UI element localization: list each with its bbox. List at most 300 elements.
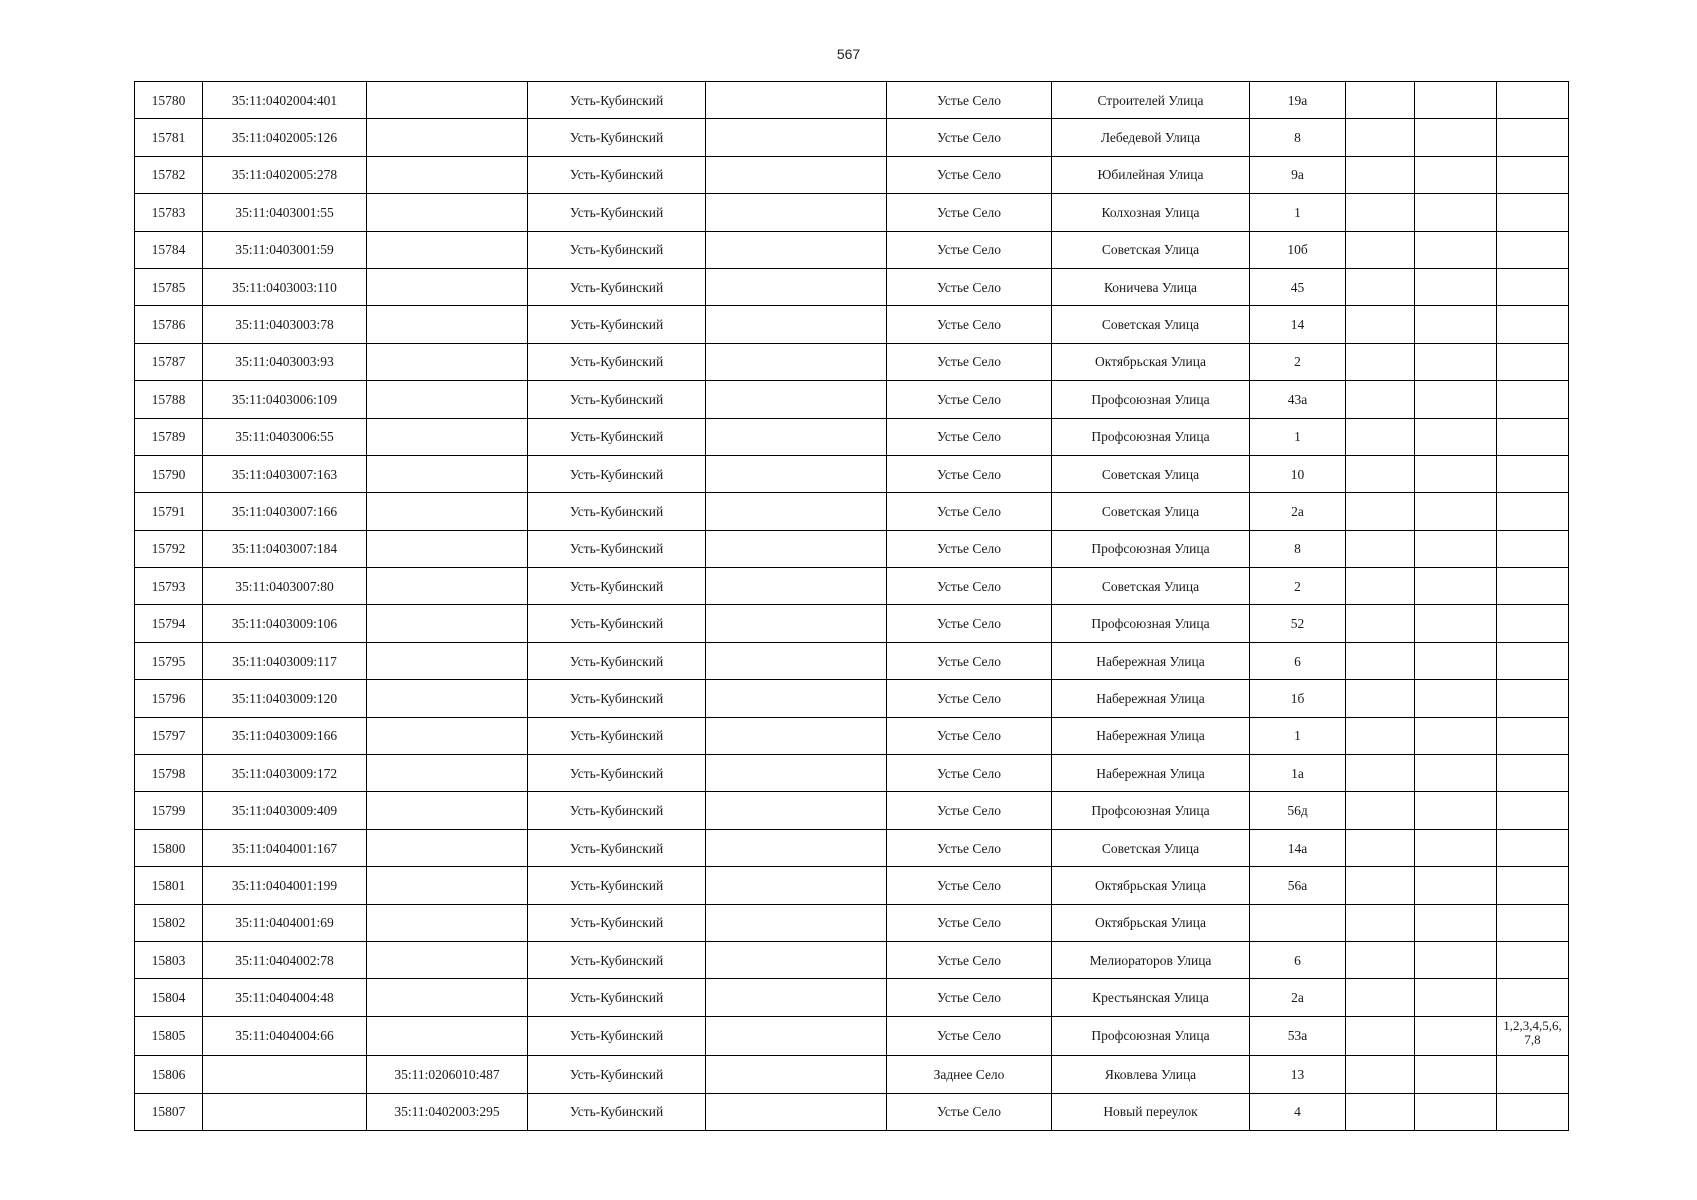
settlement-name-cell: Устье Село [887,642,1052,679]
cadastral-number-alt-cell [367,530,528,567]
cadastral-number-cell: 35:11:0403006:55 [203,418,367,455]
house-number-cell: 8 [1250,530,1346,567]
street-name-cell: Лебедевой Улица [1052,119,1250,156]
apartment-numbers-cell: 1,2,3,4,5,6,7,8 [1497,1016,1569,1055]
empty-cell-cell [706,530,887,567]
table-row [135,418,1569,455]
record-number-cell: 15796 [135,680,203,717]
record-number-cell: 15797 [135,717,203,754]
cadastral-number-alt-cell [367,792,528,829]
empty-cell-cell [1415,605,1497,642]
street-name-cell: Профсоюзная Улица [1052,381,1250,418]
district-name-cell: Усть-Кубинский [528,1056,706,1093]
table-row [135,82,1569,119]
record-number-cell: 15804 [135,979,203,1016]
cadastral-number-cell: 35:11:0403009:120 [203,680,367,717]
house-number-cell [1250,904,1346,941]
table-row [135,194,1569,231]
house-number-cell: 52 [1250,605,1346,642]
settlement-name-cell: Устье Село [887,418,1052,455]
district-name-cell: Усть-Кубинский [528,119,706,156]
record-number-cell: 15789 [135,418,203,455]
street-name-cell: Профсоюзная Улица [1052,792,1250,829]
settlement-name-cell: Устье Село [887,493,1052,530]
settlement-name-cell: Устье Село [887,904,1052,941]
house-number-cell: 9а [1250,156,1346,193]
settlement-name-cell: Устье Село [887,568,1052,605]
cadastral-number-alt-cell: 35:11:0402003:295 [367,1093,528,1130]
house-number-cell: 2а [1250,979,1346,1016]
street-name-cell: Набережная Улица [1052,680,1250,717]
house-number-cell: 6 [1250,642,1346,679]
house-number-cell: 1а [1250,755,1346,792]
empty-cell-cell [706,680,887,717]
empty-cell-cell [1346,530,1415,567]
apartment-numbers-cell [1497,1056,1569,1093]
cadastral-number-cell: 35:11:0403007:166 [203,493,367,530]
cadastral-number-alt-cell [367,605,528,642]
street-name-cell: Профсоюзная Улица [1052,418,1250,455]
cadastral-number-alt-cell [367,194,528,231]
empty-cell-cell [1346,680,1415,717]
cadastral-number-cell: 35:11:0403007:163 [203,455,367,492]
record-number-cell: 15782 [135,156,203,193]
settlement-name-cell: Устье Село [887,605,1052,642]
settlement-name-cell: Устье Село [887,1093,1052,1130]
settlement-name-cell: Устье Село [887,717,1052,754]
apartment-numbers-cell [1497,119,1569,156]
street-name-cell: Набережная Улица [1052,642,1250,679]
record-number-cell: 15786 [135,306,203,343]
apartment-numbers-cell [1497,792,1569,829]
empty-cell-cell [706,455,887,492]
empty-cell-cell [1346,306,1415,343]
table-row [135,306,1569,343]
empty-cell-cell [1346,119,1415,156]
street-name-cell: Советская Улица [1052,829,1250,866]
cadastral-number-alt-cell [367,680,528,717]
table-row [135,605,1569,642]
empty-cell-cell [706,941,887,978]
street-name-cell: Профсоюзная Улица [1052,1016,1250,1055]
empty-cell-cell [706,268,887,305]
cadastral-number-cell: 35:11:0403003:110 [203,268,367,305]
district-name-cell: Усть-Кубинский [528,493,706,530]
empty-cell-cell [706,82,887,119]
cadastral-number-cell: 35:11:0403007:80 [203,568,367,605]
district-name-cell: Усть-Кубинский [528,381,706,418]
empty-cell-cell [1415,792,1497,829]
house-number-cell: 10б [1250,231,1346,268]
cadastral-number-alt-cell [367,156,528,193]
district-name-cell: Усть-Кубинский [528,418,706,455]
record-number-cell: 15794 [135,605,203,642]
apartment-numbers-cell [1497,941,1569,978]
empty-cell-cell [1346,381,1415,418]
apartment-numbers-cell [1497,904,1569,941]
empty-cell-cell [1415,904,1497,941]
cadastral-number-cell: 35:11:0403009:172 [203,755,367,792]
street-name-cell: Октябрьская Улица [1052,343,1250,380]
house-number-cell: 6 [1250,941,1346,978]
street-name-cell: Октябрьская Улица [1052,867,1250,904]
settlement-name-cell: Устье Село [887,268,1052,305]
empty-cell-cell [1346,829,1415,866]
street-name-cell: Юбилейная Улица [1052,156,1250,193]
empty-cell-cell [1346,268,1415,305]
record-number-cell: 15790 [135,455,203,492]
empty-cell-cell [1346,717,1415,754]
district-name-cell: Усть-Кубинский [528,904,706,941]
cadastral-number-alt-cell [367,979,528,1016]
house-number-cell: 2 [1250,343,1346,380]
empty-cell-cell [1346,455,1415,492]
cadastral-number-cell [203,1093,367,1130]
cadastral-number-alt-cell [367,642,528,679]
table-row [135,680,1569,717]
empty-cell-cell [706,829,887,866]
house-number-cell: 14 [1250,306,1346,343]
table-row [135,755,1569,792]
cadastral-number-cell: 35:11:0403007:184 [203,530,367,567]
apartment-numbers-cell [1497,418,1569,455]
empty-cell-cell [1346,568,1415,605]
empty-cell-cell [1415,829,1497,866]
cadastral-number-cell: 35:11:0403009:166 [203,717,367,754]
apartment-numbers-cell [1497,82,1569,119]
cadastral-number-cell: 35:11:0404001:69 [203,904,367,941]
district-name-cell: Усть-Кубинский [528,605,706,642]
settlement-name-cell: Устье Село [887,979,1052,1016]
apartment-numbers-cell [1497,680,1569,717]
record-number-cell: 15787 [135,343,203,380]
record-number-cell: 15798 [135,755,203,792]
cadastral-number-cell: 35:11:0404004:48 [203,979,367,1016]
cadastral-number-cell: 35:11:0403001:55 [203,194,367,231]
empty-cell-cell [1415,156,1497,193]
record-number-cell: 15800 [135,829,203,866]
apartment-numbers-cell [1497,755,1569,792]
district-name-cell: Усть-Кубинский [528,717,706,754]
street-name-cell: Крестьянская Улица [1052,979,1250,1016]
district-name-cell: Усть-Кубинский [528,568,706,605]
empty-cell-cell [706,156,887,193]
cadastral-number-alt-cell [367,306,528,343]
cadastral-number-alt-cell [367,717,528,754]
registry-table [134,81,1569,1131]
cadastral-number-cell: 35:11:0403003:78 [203,306,367,343]
table-row [135,568,1569,605]
empty-cell-cell [1415,194,1497,231]
cadastral-number-alt-cell [367,1016,528,1055]
district-name-cell: Усть-Кубинский [528,343,706,380]
street-name-cell: Советская Улица [1052,568,1250,605]
apartment-numbers-cell [1497,568,1569,605]
empty-cell-cell [706,979,887,1016]
house-number-cell: 56а [1250,867,1346,904]
settlement-name-cell: Устье Село [887,680,1052,717]
empty-cell-cell [1346,792,1415,829]
table-row [135,979,1569,1016]
record-number-cell: 15803 [135,941,203,978]
empty-cell-cell [1415,1056,1497,1093]
empty-cell-cell [1415,82,1497,119]
empty-cell-cell [706,568,887,605]
cadastral-number-alt-cell [367,941,528,978]
record-number-cell: 15781 [135,119,203,156]
table-row [135,1093,1569,1130]
apartment-numbers-cell [1497,642,1569,679]
settlement-name-cell: Устье Село [887,530,1052,567]
empty-cell-cell [1415,755,1497,792]
street-name-cell: Октябрьская Улица [1052,904,1250,941]
empty-cell-cell [1415,717,1497,754]
record-number-cell: 15792 [135,530,203,567]
empty-cell-cell [1415,867,1497,904]
apartment-numbers-cell [1497,530,1569,567]
settlement-name-cell: Устье Село [887,119,1052,156]
district-name-cell: Усть-Кубинский [528,1016,706,1055]
street-name-cell: Набережная Улица [1052,755,1250,792]
cadastral-number-cell: 35:11:0402005:278 [203,156,367,193]
empty-cell-cell [1415,343,1497,380]
settlement-name-cell: Устье Село [887,231,1052,268]
empty-cell-cell [1415,979,1497,1016]
street-name-cell: Советская Улица [1052,231,1250,268]
street-name-cell: Коничева Улица [1052,268,1250,305]
cadastral-number-alt-cell [367,568,528,605]
cadastral-number-alt-cell [367,119,528,156]
registry-body [135,82,1569,1131]
house-number-cell: 1 [1250,418,1346,455]
empty-cell-cell [706,231,887,268]
district-name-cell: Усть-Кубинский [528,194,706,231]
apartment-numbers-cell [1497,1093,1569,1130]
cadastral-number-cell: 35:11:0403009:117 [203,642,367,679]
apartment-numbers-cell [1497,381,1569,418]
empty-cell-cell [1415,231,1497,268]
street-name-cell: Набережная Улица [1052,717,1250,754]
house-number-cell: 1 [1250,717,1346,754]
record-number-cell: 15802 [135,904,203,941]
record-number-cell: 15783 [135,194,203,231]
apartment-numbers-cell [1497,717,1569,754]
empty-cell-cell [706,306,887,343]
empty-cell-cell [1415,642,1497,679]
empty-cell-cell [1415,381,1497,418]
settlement-name-cell: Заднее Село [887,1056,1052,1093]
house-number-cell: 53а [1250,1016,1346,1055]
district-name-cell: Усть-Кубинский [528,268,706,305]
district-name-cell: Усть-Кубинский [528,829,706,866]
house-number-cell: 1 [1250,194,1346,231]
apartment-numbers-cell [1497,343,1569,380]
house-number-cell: 4 [1250,1093,1346,1130]
table-row [135,119,1569,156]
settlement-name-cell: Устье Село [887,867,1052,904]
record-number-cell: 15807 [135,1093,203,1130]
settlement-name-cell: Устье Село [887,755,1052,792]
district-name-cell: Усть-Кубинский [528,792,706,829]
house-number-cell: 13 [1250,1056,1346,1093]
house-number-cell: 8 [1250,119,1346,156]
record-number-cell: 15791 [135,493,203,530]
empty-cell-cell [1346,1093,1415,1130]
settlement-name-cell: Устье Село [887,381,1052,418]
district-name-cell: Усть-Кубинский [528,979,706,1016]
table-row [135,1056,1569,1093]
cadastral-number-cell: 35:11:0403003:93 [203,343,367,380]
empty-cell-cell [1346,867,1415,904]
settlement-name-cell: Устье Село [887,455,1052,492]
cadastral-number-alt-cell [367,268,528,305]
cadastral-number-cell: 35:11:0402004:401 [203,82,367,119]
apartment-numbers-cell [1497,231,1569,268]
record-number-cell: 15788 [135,381,203,418]
empty-cell-cell [1346,979,1415,1016]
house-number-cell: 43а [1250,381,1346,418]
cadastral-number-cell: 35:11:0404004:66 [203,1016,367,1055]
table-row [135,642,1569,679]
cadastral-number-alt-cell [367,82,528,119]
empty-cell-cell [1346,755,1415,792]
house-number-cell: 2 [1250,568,1346,605]
cadastral-number-alt-cell [367,904,528,941]
settlement-name-cell: Устье Село [887,1016,1052,1055]
table-row [135,343,1569,380]
apartment-numbers-cell [1497,194,1569,231]
empty-cell-cell [1415,530,1497,567]
empty-cell-cell [706,493,887,530]
apartment-numbers-cell [1497,156,1569,193]
table-row [135,717,1569,754]
apartment-numbers-cell [1497,306,1569,343]
empty-cell-cell [1346,156,1415,193]
empty-cell-cell [1415,418,1497,455]
apartment-numbers-cell [1497,979,1569,1016]
settlement-name-cell: Устье Село [887,82,1052,119]
district-name-cell: Усть-Кубинский [528,867,706,904]
apartment-numbers-cell [1497,867,1569,904]
district-name-cell: Усть-Кубинский [528,156,706,193]
empty-cell-cell [1415,119,1497,156]
apartment-numbers-cell [1497,268,1569,305]
table-row [135,867,1569,904]
record-number-cell: 15806 [135,1056,203,1093]
house-number-cell: 1б [1250,680,1346,717]
table-row [135,231,1569,268]
cadastral-number-alt-cell [367,418,528,455]
district-name-cell: Усть-Кубинский [528,680,706,717]
cadastral-number-cell [203,1056,367,1093]
empty-cell-cell [1415,306,1497,343]
cadastral-number-cell: 35:11:0403009:106 [203,605,367,642]
district-name-cell: Усть-Кубинский [528,1093,706,1130]
cadastral-number-cell: 35:11:0403009:409 [203,792,367,829]
table-row [135,792,1569,829]
street-name-cell: Колхозная Улица [1052,194,1250,231]
district-name-cell: Усть-Кубинский [528,231,706,268]
empty-cell-cell [1346,904,1415,941]
house-number-cell: 56д [1250,792,1346,829]
empty-cell-cell [706,343,887,380]
table-row [135,268,1569,305]
house-number-cell: 2а [1250,493,1346,530]
cadastral-number-alt-cell [367,493,528,530]
apartment-numbers-cell [1497,455,1569,492]
empty-cell-cell [1346,493,1415,530]
empty-cell-cell [706,755,887,792]
street-name-cell: Профсоюзная Улица [1052,530,1250,567]
record-number-cell: 15793 [135,568,203,605]
cadastral-number-cell: 35:11:0404001:199 [203,867,367,904]
cadastral-number-alt-cell [367,343,528,380]
cadastral-number-alt-cell: 35:11:0206010:487 [367,1056,528,1093]
cadastral-number-alt-cell [367,231,528,268]
district-name-cell: Усть-Кубинский [528,530,706,567]
table-row [135,530,1569,567]
district-name-cell: Усть-Кубинский [528,941,706,978]
house-number-cell: 19а [1250,82,1346,119]
empty-cell-cell [1346,194,1415,231]
district-name-cell: Усть-Кубинский [528,755,706,792]
record-number-cell: 15799 [135,792,203,829]
cadastral-number-cell: 35:11:0404002:78 [203,941,367,978]
district-name-cell: Усть-Кубинский [528,642,706,679]
street-name-cell: Советская Улица [1052,455,1250,492]
empty-cell-cell [706,904,887,941]
record-number-cell: 15785 [135,268,203,305]
empty-cell-cell [1346,343,1415,380]
cadastral-number-alt-cell [367,381,528,418]
empty-cell-cell [706,792,887,829]
cadastral-number-cell: 35:11:0403006:109 [203,381,367,418]
street-name-cell: Советская Улица [1052,493,1250,530]
cadastral-number-alt-cell [367,867,528,904]
empty-cell-cell [706,1056,887,1093]
empty-cell-cell [1346,642,1415,679]
table-row [135,1016,1569,1055]
record-number-cell: 15780 [135,82,203,119]
district-name-cell: Усть-Кубинский [528,306,706,343]
empty-cell-cell [706,1016,887,1055]
empty-cell-cell [1346,418,1415,455]
apartment-numbers-cell [1497,605,1569,642]
settlement-name-cell: Устье Село [887,156,1052,193]
street-name-cell: Советская Улица [1052,306,1250,343]
record-number-cell: 15795 [135,642,203,679]
table-row [135,941,1569,978]
street-name-cell: Мелиораторов Улица [1052,941,1250,978]
empty-cell-cell [1415,680,1497,717]
settlement-name-cell: Устье Село [887,792,1052,829]
table-row [135,455,1569,492]
empty-cell-cell [706,418,887,455]
empty-cell-cell [1346,1056,1415,1093]
empty-cell-cell [1415,1093,1497,1130]
table-row [135,381,1569,418]
cadastral-number-cell: 35:11:0403001:59 [203,231,367,268]
settlement-name-cell: Устье Село [887,306,1052,343]
district-name-cell: Усть-Кубинский [528,455,706,492]
street-name-cell: Новый переулок [1052,1093,1250,1130]
table-row [135,904,1569,941]
empty-cell-cell [706,642,887,679]
empty-cell-cell [706,119,887,156]
empty-cell-cell [706,605,887,642]
cadastral-number-cell: 35:11:0402005:126 [203,119,367,156]
empty-cell-cell [706,717,887,754]
